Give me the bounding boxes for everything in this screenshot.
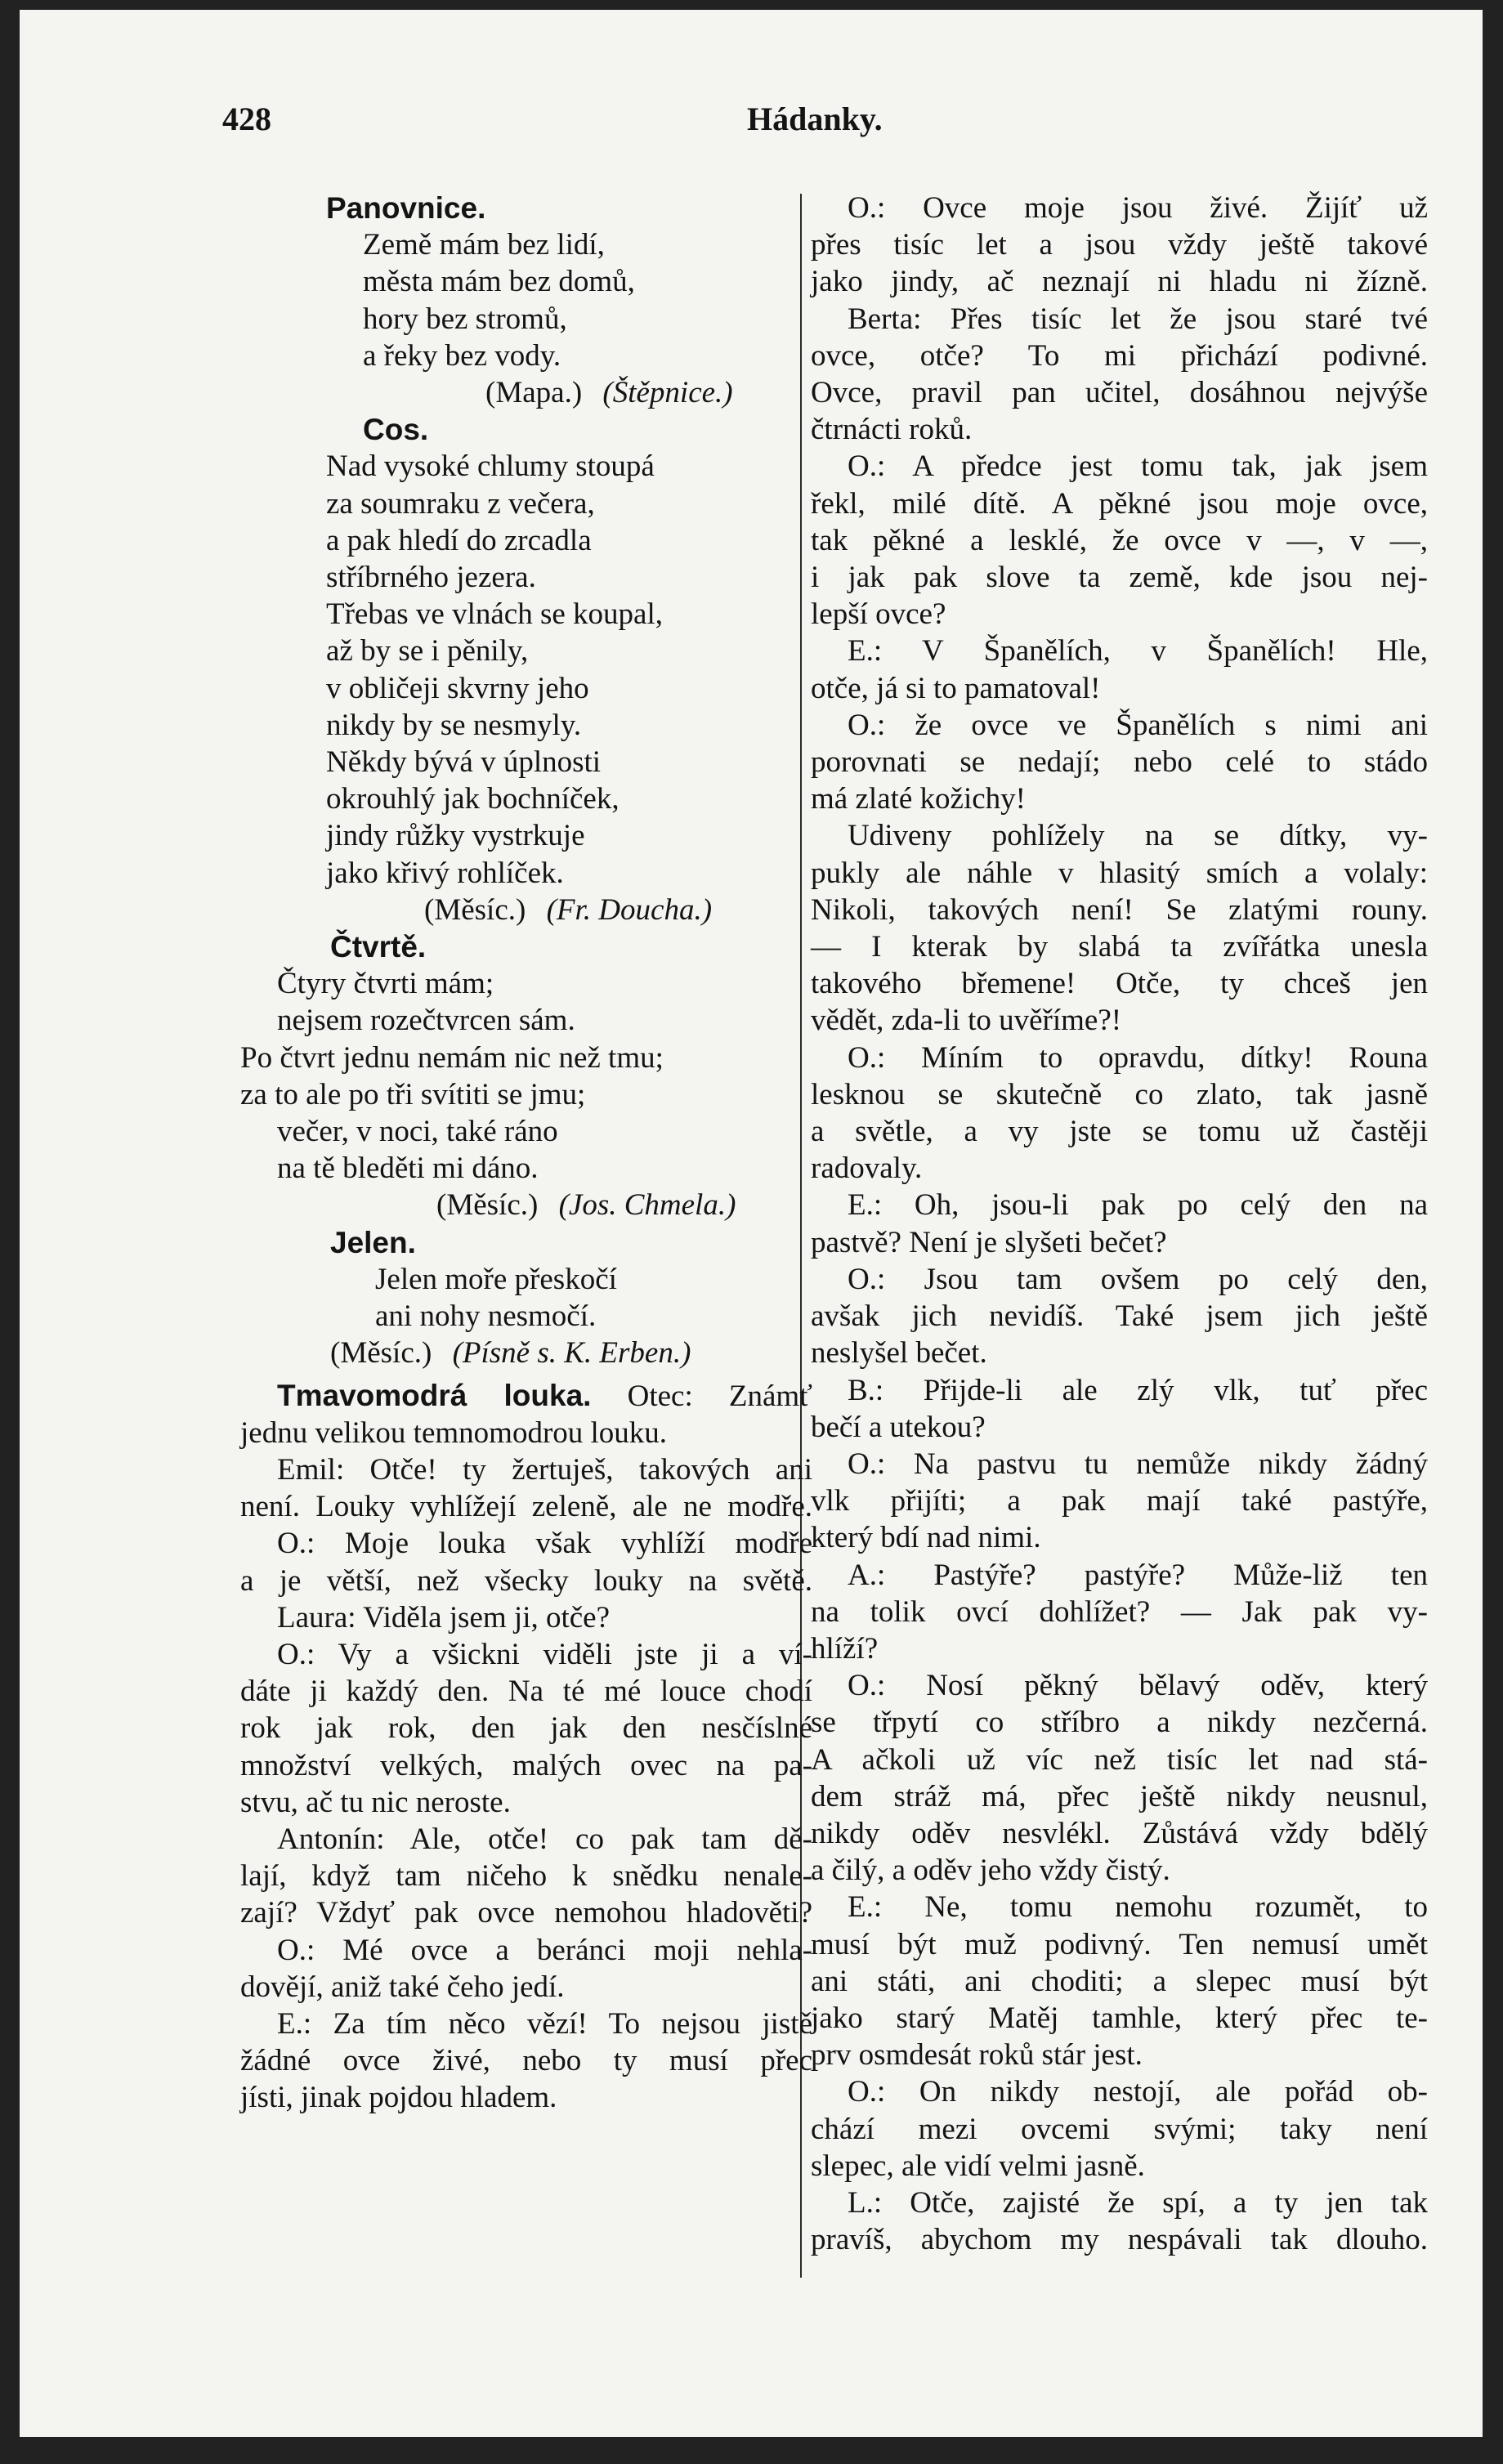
- story-line: tak pěkné a lesklé, že ovce v —, v —,: [811, 523, 1428, 557]
- story-title: Tmavomodrá louka.: [277, 1378, 592, 1412]
- story-line: O.: A předce jest tomu tak, jak jsem: [848, 449, 1428, 484]
- riddle-credit: [240, 374, 812, 411]
- story-line: a světle, a vy jste se tomu už častěji: [811, 1115, 1428, 1149]
- poem-line: a pak hledí do zrcadla: [326, 523, 592, 557]
- riddle-title: Cos.: [363, 413, 429, 447]
- story-line: množství velkých, malých ovec na pa-: [240, 1748, 812, 1782]
- story-line: dem stráž má, přec ještě nikdy neusnul,: [811, 1779, 1428, 1813]
- story-line: porovnati se nedají; nebo celé to stádo: [811, 745, 1428, 780]
- story-line: otče, já si to pamatoval!: [811, 671, 1101, 705]
- story-line: Emil: Otče! ty žertuješ, takových ani: [277, 1452, 812, 1487]
- story-line: neslyšel bečet.: [811, 1336, 987, 1371]
- story-line: rok jak rok, den jak den nesčíslné: [240, 1711, 812, 1746]
- riddle-title: Jelen.: [330, 1225, 416, 1259]
- story-line: — I kterak by slabá ta zvířátka unesla: [811, 930, 1428, 964]
- story-line: musí být muž podivný. Ten nemusí umět: [811, 1927, 1428, 1961]
- poem-line: Třebas ve vlnách se koupal,: [326, 597, 663, 632]
- story-line: vlk přijíti; a pak mají také pastýře,: [811, 1484, 1428, 1518]
- riddle-author: (Jos. Chmela.): [558, 1188, 736, 1223]
- riddle-credit: [240, 892, 812, 928]
- page-number: 428: [222, 101, 271, 137]
- poem-line: ani nohy nesmočí.: [375, 1299, 597, 1334]
- poem-line: hory bez stromů,: [363, 302, 567, 336]
- poem-line: Země mám bez lidí,: [363, 228, 605, 262]
- story-line: lepší ovce?: [811, 597, 946, 632]
- story-line: zají? Vždyť pak ovce nemohou hladověti?: [240, 1896, 812, 1930]
- poem-line: Po čtvrt jednu nemám nic než tmu;: [240, 1040, 664, 1075]
- story-line: ani státi, ani choditi; a slepec musí být: [811, 1964, 1428, 1998]
- story-first-line: [240, 1377, 812, 1415]
- story-line: Laura: Viděla jsem ji, otče?: [277, 1600, 611, 1634]
- poem-line: Čtyry čtvrti mám;: [277, 967, 494, 1001]
- poem-line: stříbrného jezera.: [326, 561, 536, 595]
- story-line: pravíš, abychom my nespávali tak dlouho.: [811, 2223, 1428, 2257]
- story-line: jako starý Matěj tamhle, který přec te-: [811, 2001, 1428, 2035]
- story-line: pukly ale náhle v hlasitý smích a volaly:: [811, 856, 1428, 890]
- story-line: není. Louky vyhlížejí zeleně, ale ne modře.: [240, 1490, 812, 1524]
- story-line: E.: V Španělích, v Španělích! Hle,: [848, 634, 1428, 669]
- story-line: Otec: Známť: [627, 1379, 812, 1413]
- poem-line: večer, v noci, také ráno: [277, 1115, 558, 1149]
- story-line: Nikoli, takových není! Se zlatými rouny.: [811, 892, 1428, 927]
- riddle-answer: (Měsíc.): [424, 892, 526, 927]
- story-line: O.: Mé ovce a beránci moji nehla-: [277, 1933, 812, 1967]
- story-line: O.: Na pastvu tu nemůže nikdy žádný: [848, 1447, 1428, 1481]
- story-line: žádné ovce živé, nebo ty musí přec: [240, 2044, 812, 2078]
- left-column: [240, 190, 812, 2117]
- poem-line: Nad vysoké chlumy stoupá: [326, 449, 655, 484]
- story-line: O.: Nosí pěkný bělavý oděv, který: [848, 1669, 1428, 1703]
- story-line: řekl, milé dítě. A pěkné jsou moje ovce,: [811, 486, 1428, 521]
- story-line: lesknou se skutečně co zlato, tak jasně: [811, 1077, 1428, 1111]
- story-line: se třpytí co stříbro a nikdy nezčerná.: [811, 1706, 1428, 1740]
- poem-line: jako křivý rohlíček.: [326, 856, 564, 890]
- story-line: i jak pak slove ta země, kde jsou nej-: [811, 561, 1428, 595]
- riddle-credit: [240, 1187, 812, 1223]
- riddle-answer: (Měsíc.): [330, 1336, 432, 1371]
- riddle-title: Panovnice.: [326, 191, 486, 225]
- poem-line: až by se i pěnily,: [326, 634, 529, 669]
- story-line: bečí a utekou?: [811, 1410, 986, 1444]
- story-line: prv osmdesát roků stár jest.: [811, 2038, 1143, 2073]
- story-line: vědět, zda-li to uvěříme?!: [811, 1004, 1122, 1038]
- story-line: má zlaté kožichy!: [811, 782, 1026, 816]
- story-line: E.: Ne, tomu nemohu rozumět, to: [848, 1890, 1428, 1925]
- right-column: [811, 190, 1428, 2258]
- story-line: stvu, ač tu nic neroste.: [240, 1785, 511, 1819]
- story-line: který bdí nad nimi.: [811, 1521, 1041, 1555]
- story-line: jako jindy, ač neznají ni hladu ni žízně.: [811, 265, 1428, 299]
- story-line: avšak jich nevidíš. Také jsem jich ještě: [811, 1299, 1428, 1334]
- riddle-answer: (Mapa.): [485, 376, 583, 410]
- story-line: jísti, jinak pojdou hladem.: [240, 2081, 557, 2115]
- poem-line: za to ale po tři svítiti se jmu;: [240, 1077, 586, 1111]
- story-line: O.: Míním to opravdu, dítky! Rouna: [848, 1040, 1428, 1075]
- poem-line: Jelen moře přeskočí: [375, 1262, 617, 1296]
- poem-line: nikdy by se nesmyly.: [326, 708, 582, 742]
- story-line: O.: Moje louka však vyhlíží modře: [277, 1527, 812, 1561]
- story-line: Antonín: Ale, otče! co pak tam dě-: [277, 1822, 812, 1856]
- story-line: O.: že ovce ve Španělích s nimi ani: [848, 708, 1428, 742]
- riddle-answer: (Měsíc.): [436, 1188, 539, 1223]
- story-line: jednu velikou temnomodrou louku.: [240, 1415, 668, 1450]
- riddle-author: (Písně s. K. Erben.): [452, 1336, 691, 1371]
- story-line: Berta: Přes tisíc let že jsou staré tvé: [848, 302, 1428, 336]
- riddle-title: Čtvrtě.: [330, 930, 427, 964]
- story-line: L.: Otče, zajisté že spí, a ty jen tak: [848, 2185, 1428, 2220]
- story-line: pastvě? Není je slyšeti bečet?: [811, 1225, 1167, 1259]
- running-head: Hádanky.: [747, 101, 883, 137]
- story-line: nikdy oděv nesvlékl. Zůstává vždy bdělý: [811, 1816, 1428, 1850]
- story-line: přes tisíc let a jsou vždy ještě takové: [811, 228, 1428, 262]
- story-line: Ovce, pravil pan učitel, dosáhnou nejvýše: [811, 376, 1428, 410]
- riddle-author: (Štěpnice.): [602, 376, 733, 410]
- story-line: slepec, ale vidí velmi jasně.: [811, 2149, 1145, 2183]
- story-line: a čilý, a oděv jeho vždy čistý.: [811, 1854, 1170, 1888]
- story-line: dovějí, aniž také čeho jedí.: [240, 1970, 565, 2004]
- story-line: na tolik ovcí dohlížet? — Jak pak vy-: [811, 1594, 1428, 1629]
- poem-line: nejsem rozečtvrcen sám.: [277, 1004, 575, 1038]
- book-page: [20, 10, 1483, 2437]
- poem-line: za soumraku z večera,: [326, 486, 595, 521]
- story-line: Udiveny pohlížely na se dítky, vy-: [848, 819, 1428, 853]
- poem-line: jindy růžky vystrkuje: [326, 819, 585, 853]
- story-line: a je větší, než všecky louky na světě.: [240, 1563, 812, 1598]
- story-line: O.: Ovce moje jsou živé. Žijíť už: [848, 191, 1428, 225]
- story-line: A ačkoli už víc než tisíc let nad stá-: [811, 1742, 1428, 1777]
- poem-line: na tě bleděti mi dáno.: [277, 1152, 539, 1186]
- story-line: hlíží?: [811, 1631, 879, 1666]
- poem-line: města mám bez domů,: [363, 265, 635, 299]
- story-line: A.: Pastýře? pastýře? Může-liž ten: [848, 1558, 1428, 1592]
- poem-line: v obličeji skvrny jeho: [326, 671, 589, 705]
- story-line: lají, když tam ničeho k snědku nenale-: [240, 1859, 812, 1894]
- story-line: O.: Vy a všickni viděli jste ji a ví-: [277, 1637, 812, 1671]
- poem-line: Někdy bývá v úplnosti: [326, 745, 602, 780]
- riddle-author: (Fr. Doucha.): [546, 892, 713, 927]
- story-line: E.: Oh, jsou-li pak po celý den na: [848, 1188, 1428, 1223]
- story-line: B.: Přijde-li ale zlý vlk, tuť přec: [848, 1373, 1428, 1407]
- poem-line: a řeky bez vody.: [363, 338, 561, 373]
- poem-line: okrouhlý jak bochníček,: [326, 782, 620, 816]
- story-line: O.: Jsou tam ovšem po celý den,: [848, 1262, 1428, 1296]
- riddle-credit: [240, 1335, 812, 1371]
- story-line: čtrnácti roků.: [811, 413, 973, 447]
- story-line: E.: Za tím něco vězí! To nejsou jistě: [277, 2006, 812, 2041]
- story-line: ovce, otče? To mi přichází podivné.: [811, 338, 1428, 373]
- story-line: O.: On nikdy nestojí, ale pořád ob-: [848, 2075, 1428, 2109]
- story-line: radovaly.: [811, 1152, 923, 1186]
- story-line: takového břemene! Otče, ty chceš jen: [811, 967, 1428, 1001]
- story-line: dáte ji každý den. Na té mé louce chodí: [240, 1675, 812, 1709]
- story-line: chází mezi ovcemi svými; taky není: [811, 2112, 1428, 2146]
